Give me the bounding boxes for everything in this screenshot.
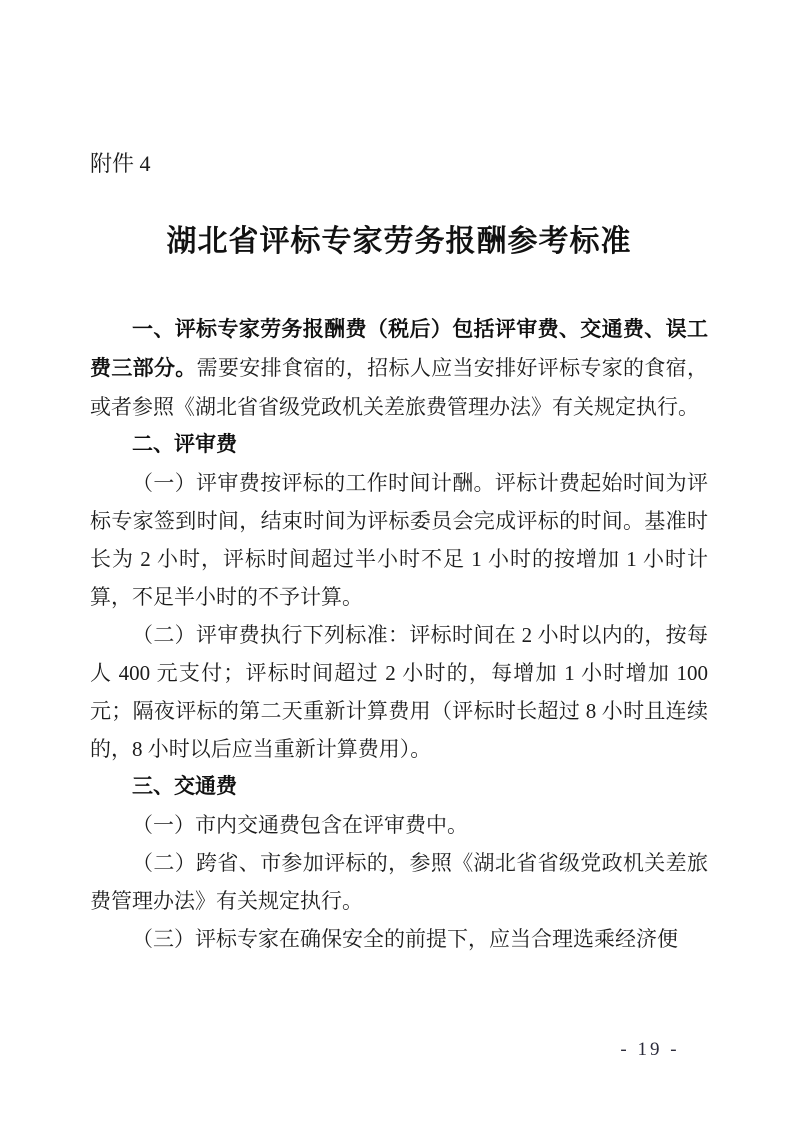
paragraph-overview — [90, 310, 708, 426]
paragraph-transport-fee-1: （一）市内交通费包含在评审费中。 — [132, 813, 468, 837]
paragraph-transport-fee-3: （三）评标专家在确保安全的前提下，应当合理选乘经济便 — [132, 927, 678, 951]
paragraph-transport-fee-2: （二）跨省、市参加评标的，参照《湖北省省级党政机关差旅费管理办法》有关规定执行。 — [90, 851, 708, 913]
paragraph-review-fee-1: （一）评审费按评标的工作时间计酬。评标计费起始时间为评标专家签到时间，结束时间为评标委员会完成评标的时间。基准时长为 2 小时，评标时间超过半小时不足 1 小时的按增加 1 小时计算，不足半小时的不予计算。 — [90, 471, 708, 609]
page-number: - 19 - — [620, 1039, 680, 1060]
document-content — [90, 150, 708, 958]
paragraph-overview-rest: 需要安排食宿的，招标人应当安排好评标专家的食宿，或者参照《湖北省省级党政机关差旅费管理办法》有关规定执行。 — [90, 356, 709, 419]
paragraph-overview-lead: 一、评标专家劳务报酬费（税后）包括评审费、交通费、误工费三部分。 — [90, 318, 708, 380]
document-body — [90, 310, 708, 958]
attachment-label: 附件 4 — [90, 151, 151, 176]
section-heading-transport-fee: 三、交通费 — [132, 775, 237, 798]
paragraph-review-fee-2: （二）评审费执行下列标准：评标时间在 2 小时以内的，按每人 400 元支付；评标时间超过 2 小时的，每增加 1 小时增加 100 元；隔夜评标的第二天重新计算费用（评标时长超过 8 小时且连续的，8 小时以后应当重新计算费用）。 — [90, 623, 708, 761]
document-title: 湖北省评标专家劳务报酬参考标准 — [166, 225, 632, 258]
section-heading-review-fee: 二、评审费 — [132, 433, 237, 456]
